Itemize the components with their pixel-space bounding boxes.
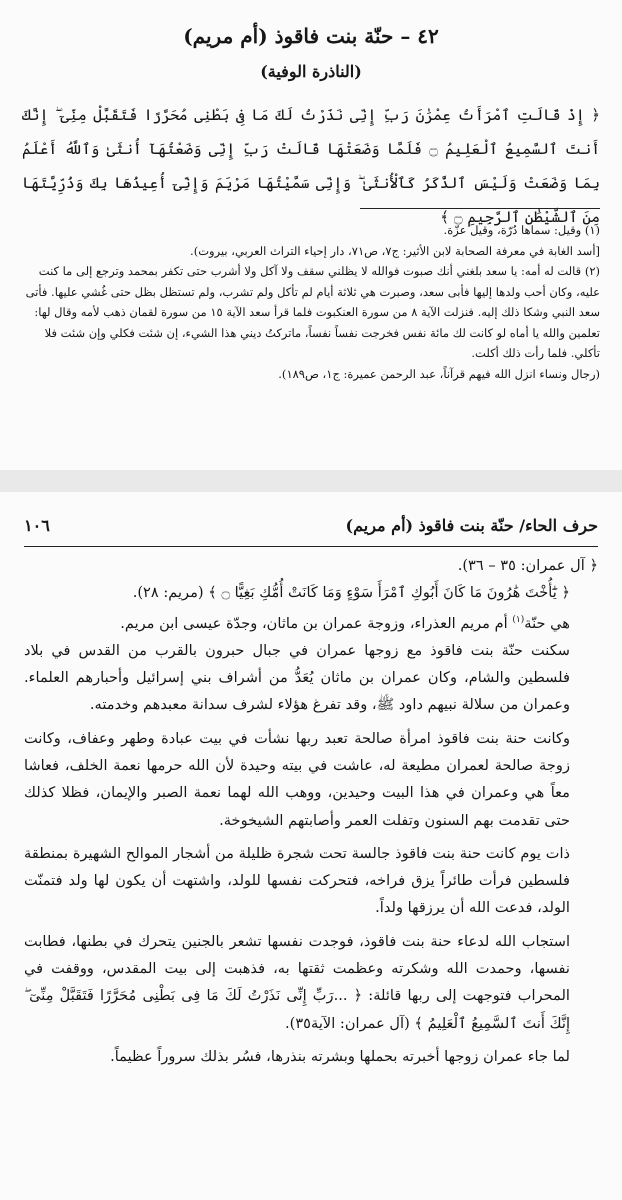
header-divider xyxy=(24,546,598,547)
verse-reference: ﴿ آل عمران: ٣٥ – ٣٦). xyxy=(457,557,598,574)
footnote-source-1: [أسد الغابة في معرفة الصحابة لابن الأثير: ج٧، ص٧١، دار إحياء التراث العربي، بيروت). xyxy=(190,243,600,258)
paragraph-1-start: هي حنّة xyxy=(524,614,570,632)
footnote-source-2: (رجال ونساء انزل الله فيهم قرآناً، عبد الرحمن عميرة: ج١، ص١٨٩). xyxy=(278,366,600,381)
quran-verse-maryam: ﴿ يَٰٓأُخْتَ هَٰرُونَ مَا كَانَ أَبُوكِ ٱمْرَأَ سَوْءٍ وَمَا كَانَتْ أُمُّكِ بَغِيًّا ۝ ﴾ (مريم: ٢٨). xyxy=(132,584,570,602)
paragraph-4: ذات يوم كانت حنة بنت فاقوذ جالسة تحت شجرة ظليلة من أشجار الموالح الشهيرة بمنطقة فلسطين فرأت طائراً يزق فراخه، فتحركت نفسها للولد، واشتهت أن يكون لها ولد فتمنّت الولد، فدعت الله أن يرزقها ولداً. xyxy=(24,844,570,917)
footnotes xyxy=(20,220,600,384)
top-page xyxy=(0,0,622,470)
footnote-divider xyxy=(360,208,600,209)
running-header xyxy=(24,516,598,540)
footnote-ref[interactable]: (١) xyxy=(512,614,525,625)
footnote-1: (١) وقيل: سماها دُرّة، وقيل عزّة. xyxy=(443,223,600,237)
page-title: ٤٢ – حنّة بنت فاقوذ (أم مريم) xyxy=(183,24,439,48)
quran-verse: ﴿ إِذْ قَالَتِ ٱمْرَأَتُ عِمْرَٰنَ رَبِّ إِنِّى نَذَرْتُ لَكَ مَا فِى بَطْنِى مُحَرَّرًا فَتَقَبَّلْ مِنِّىٓ ۖ إِنَّكَ أَنتَ ٱلسَّمِيعُ ٱلْعَلِيمُ ۝ فَلَمَّا وَضَعَتْهَا قَالَتْ رَبِّ إِنِّى وَضَعْتُهَآ أُنثَىٰ وَٱللَّهُ أَعْلَمُ بِمَا وَضَعَتْ وَلَيْسَ ٱلذَّكَرُ كَٱلْأُنثَىٰ ۖ وَإِنِّى سَمَّيْتُهَا مَرْيَمَ وَإِنِّىٓ أُعِيذُهَا بِكَ وَذُرِّيَّتَهَا مِنَ ٱلشَّيْطَٰنِ ٱلرَّجِيمِ ۝ ﴾ xyxy=(22,106,600,226)
body-text xyxy=(24,552,598,1070)
bottom-page xyxy=(0,492,622,1200)
paragraph-2: سكنت حنّة بنت فاقوذ مع زوجها عمران في جبال حبرون بالقرب من القدس في بلاد فلسطين والشام، وكان عمران بن ماثان يُعَدُّ من أشراف بني إسرائيل وأحبارهم العلماء. وعمران من سلالة نبيهم داود ﷺ، وقد تفرغ هؤلاء لشرف سدانة معبدهم وخدمته. xyxy=(24,641,570,714)
page-gap xyxy=(0,470,622,492)
footnote-2: (٢) قالت له أمه: يا سعد بلغني أنك صبوت فوالله لا يظلني سقف ولا آكل ولا أشرب حتى تكفر بمحمد وترجع إلى ما كنت عليه، وكان أحب ولدها إليها فأبى سعد، وصبرت هي ثلاثة أيام لم تأكل ولم تشرب، ولم تستظل بظل حتى غُشي عليها. فأتى سعد النبي وشكا ذلك إليه. فنزلت الآية ٨ من سورة العنكبوت فلما قرأ سعد الآية ١٥ من سورة لقمان ذهب لأمه وقال لها: تعلمين والله يا أماه لو كانت لك مائة نفس فخرجت نفساً نفساً، ماتركتُ ديني هذا الشيء، إن شئت فكلي وإن شئت فلا تأكلي. فلما رأت ذلك أكلت. xyxy=(25,264,600,360)
paragraph-1 xyxy=(24,607,598,637)
paragraph-5: استجاب الله لدعاء حنة بنت فاقوذ، فوجدت نفسها تشعر بالجنين يتحرك في بطنها، فطابت نفسها، وحمدت الله وشكرته وعظمت ثقتها به، فذهبت إلى بيت المقدس، ووقفت في المحراب فتوجهت إلى ربها قائلة: ﴿ ...رَبِّ إِنِّى نَذَرْتُ لَكَ مَا فِى بَطْنِى مُحَرَّرًا فَتَقَبَّلْ مِنِّىٓ ۖ إِنَّكَ أَنتَ ٱلسَّمِيعُ ٱلْعَلِيمُ ﴾ (آل عمران: الآية٣٥). xyxy=(24,932,570,1032)
paragraph-6: لما جاء عمران زوجها أخبرته بحملها وبشرته بنذرها، فسُر بذلك سروراً عظيماً. xyxy=(110,1047,570,1065)
page-number: ١٠٦ xyxy=(24,516,50,535)
paragraph-3: وكانت حنة بنت فاقوذ امرأة صالحة تعبد ربها نشأت في بيت عبادة وطهر وعفاف، وكانت زوجة صالحة لعمران مطيعة له، عاشت في بيته وحيدة لأن الله حرمها نعمة الخلف، فعاشا معاً هي وعمران في هذا البيت وحيدين، ووهب الله لهما نعمة الصبر والإيمان، فظلا كذلك حتى تقدمت بهم السنون وتفلت العمر وأصابتهم الشيخوخة. xyxy=(24,729,570,829)
running-header-title: حرف الحاء/ حنّة بنت فاقوذ (أم مريم) xyxy=(345,516,598,535)
paragraph-1-end: أم مريم العذراء، وزوجة عمران بن ماثان، وجدّة عيسى ابن مريم. xyxy=(120,614,513,632)
page-subtitle: (الناذرة الوفية) xyxy=(260,62,362,81)
